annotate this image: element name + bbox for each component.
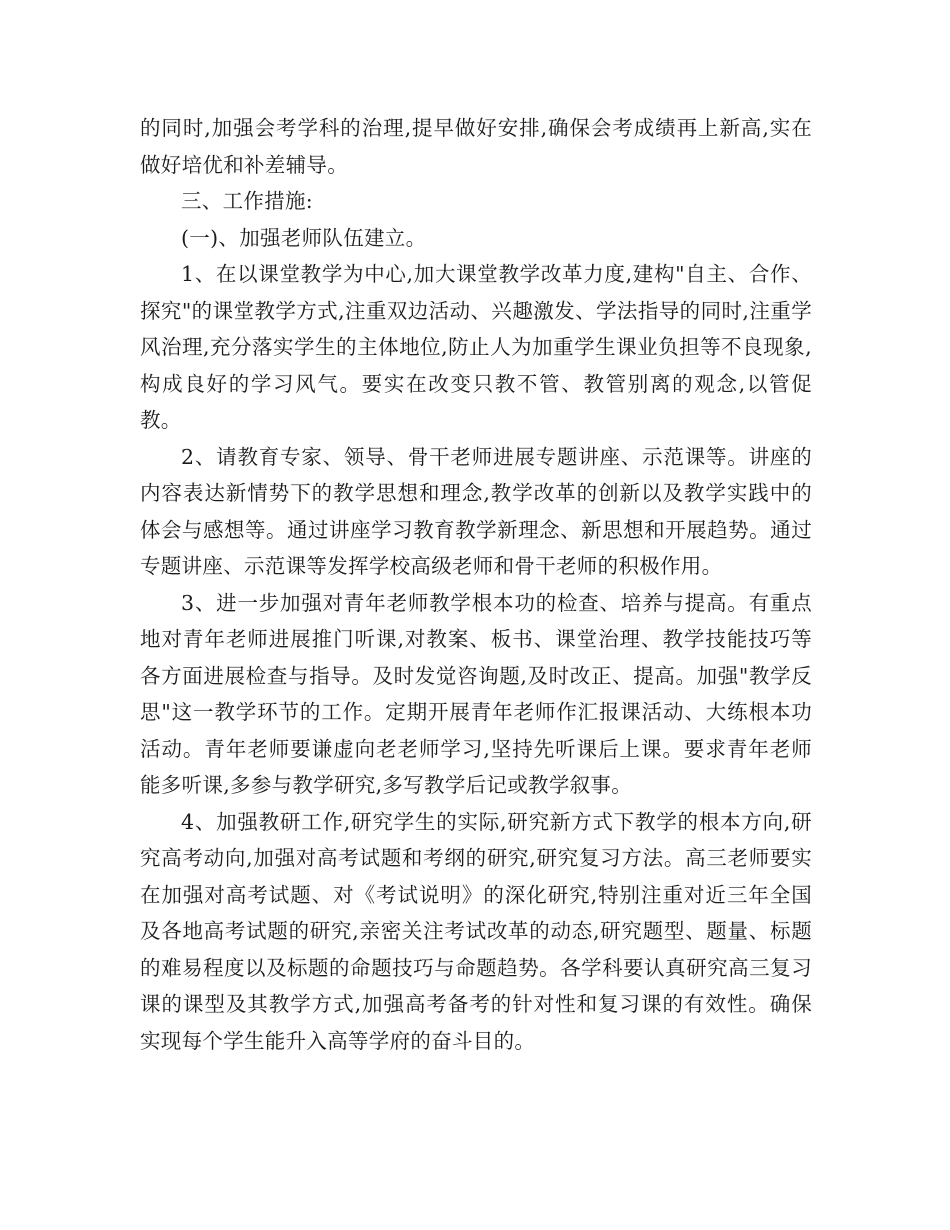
document-body	[140, 110, 812, 1059]
paragraph-item-3: 3、进一步加强对青年老师教学根本功的检查、培养与提高。有重点地对青年老师进展推门听课,对教案、板书、课堂治理、教学技能技巧等各方面进展检查与指导。及时发觉咨询题,及时改正、提高。加强"教学反思"这一教学环节的工作。定期开展青年老师作汇报课活动、大练根本功活动。青年老师要谦虚向老老师学习,坚持先听课后上课。要求青年老师能多听课,多参与教学研究,多写教学后记或教学叙事。	[140, 590, 812, 797]
paragraph-item-2: 2、请教育专家、领导、骨干老师进展专题讲座、示范课等。讲座的内容表达新情势下的教学思想和理念,教学改革的创新以及教学实践中的体会与感想等。通过讲座学习教育教学新理念、新思想和开展趋势。通过专题讲座、示范课等发挥学校高级老师和骨干老师的积极作用。	[140, 444, 812, 578]
paragraph-item-4: 4、加强教研工作,研究学生的实际,研究新方式下教学的根本方向,研究高考动向,加强对高考试题和考纲的研究,研究复习方法。高三老师要实在加强对高考试题、对《考试说明》的深化研究,特别注重对近三年全国及各地高考试题的研究,亲密关注考试改革的动态,研究题型、题量、标题的难易程度以及标题的命题技巧与命题趋势。各学科要认真研究高三复习课的课型及其教学方式,加强高考备考的针对性和复习课的有效性。确保实现每个学生能升入高等学府的奋斗目的。	[140, 809, 812, 1053]
paragraph-continuation: 的同时,加强会考学科的治理,提早做好安排,确保会考成绩再上新高,实在做好培优和补差辅导。	[140, 116, 812, 177]
paragraph-item-1: 1、在以课堂教学为中心,加大课堂教学改革力度,建构"自主、合作、探究"的课堂教学方式,注重双边活动、兴趣激发、学法指导的同时,注重学风治理,充分落实学生的主体地位,防止人为加重学生课业负担等不良现象,构成良好的学习风气。要实在改变只教不管、教管别离的观念,以管促教。	[140, 262, 812, 432]
subsection-heading-teacher-team: (一)、加强老师队伍建立。	[181, 225, 427, 250]
section-heading-measures: 三、工作措施:	[181, 189, 314, 213]
